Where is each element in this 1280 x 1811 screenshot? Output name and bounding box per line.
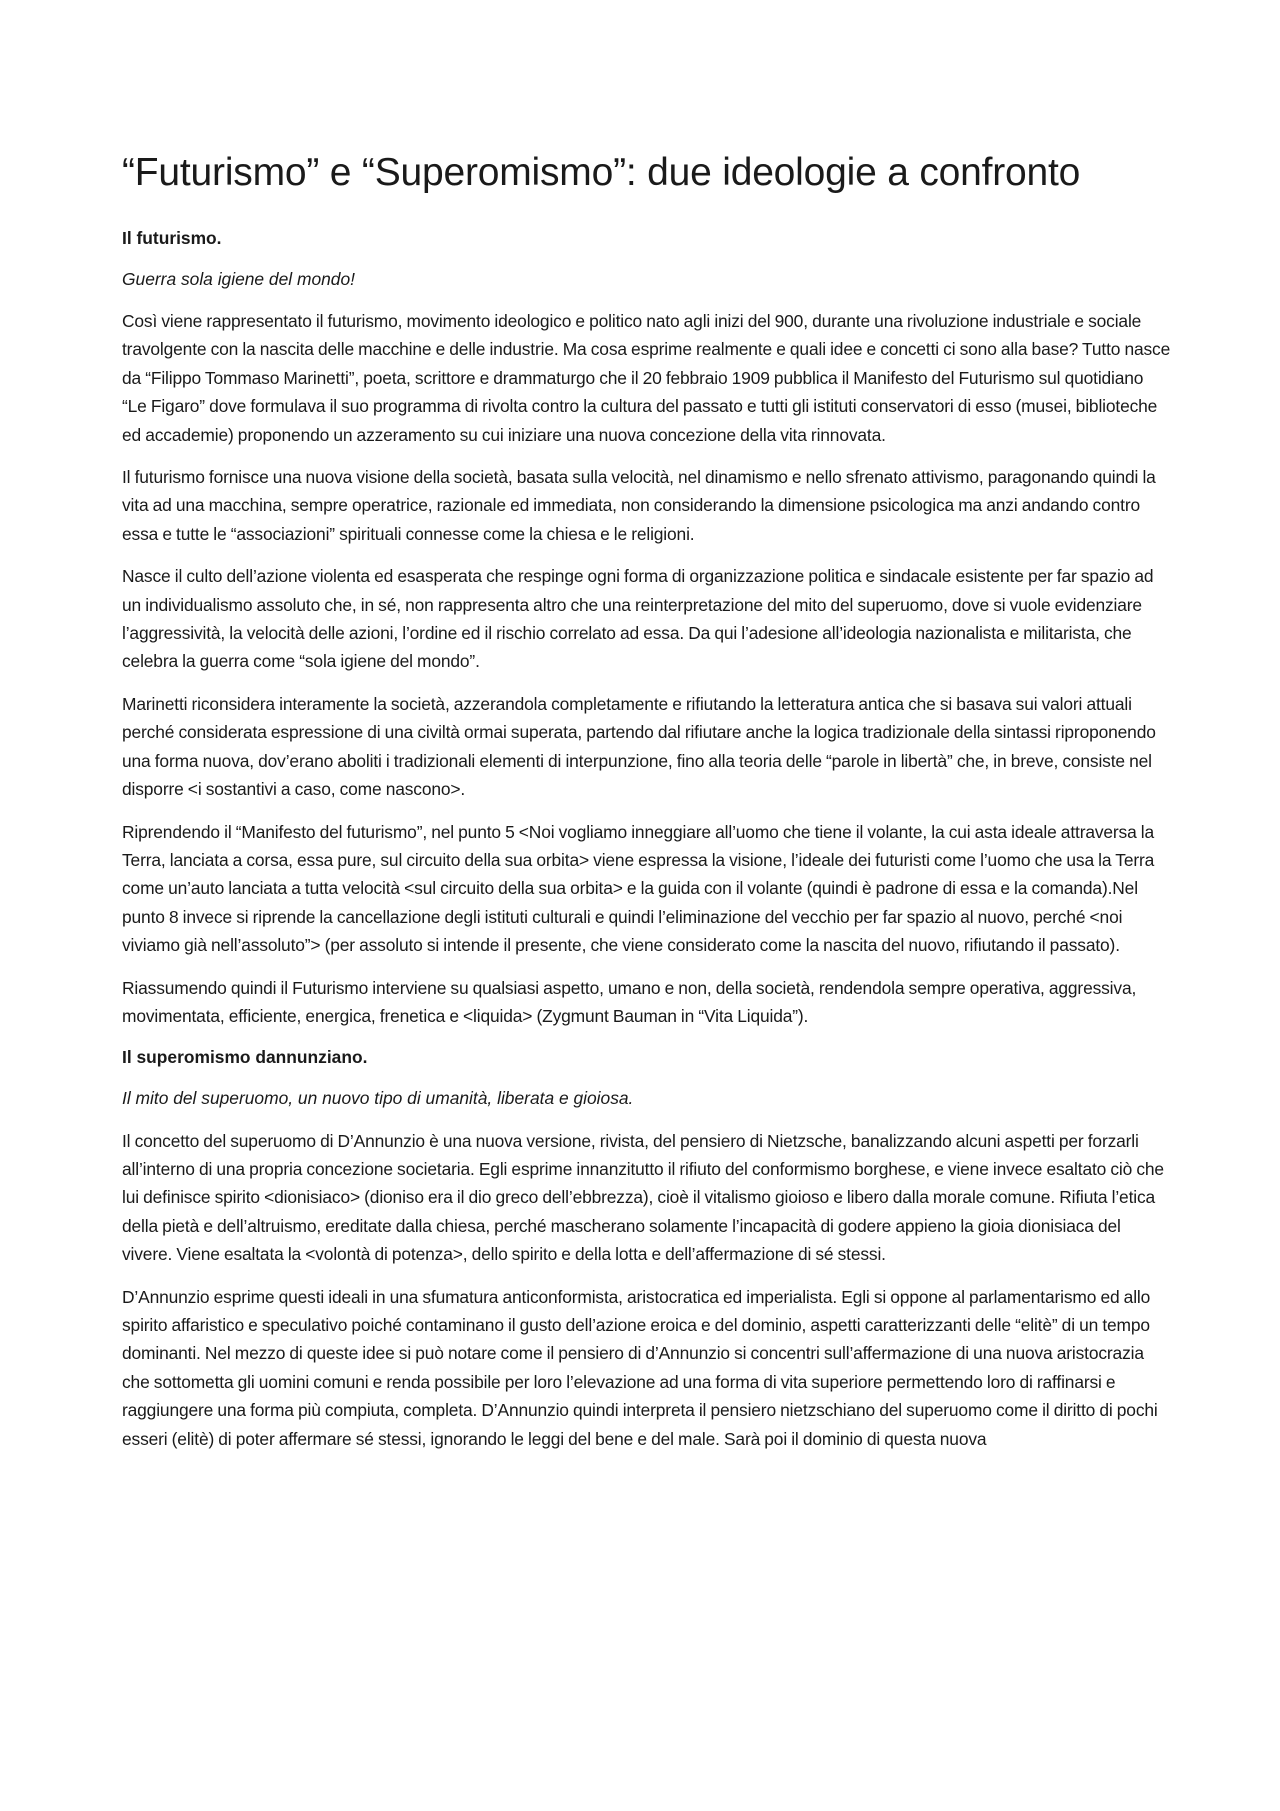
- document-page: [122, 150, 1172, 1467]
- paragraph: Il futurismo fornisce una nuova visione della società, basata sulla velocità, nel dinamismo e nello sfrenato attivismo, paragonando quindi la vita ad una macchina, sempre operatrice, razionale ed immediata, non considerando la dimensione psicologica ma anzi andando contro essa e tutte le “associazioni” spirituali connesse come la chiesa e le religioni.: [122, 467, 1156, 544]
- document-title: “Futurismo” e “Superomismo”: due ideologie a confronto: [122, 151, 1081, 194]
- section-heading-futurism: Il futurismo.: [122, 227, 222, 248]
- paragraph: Così viene rappresentato il futurismo, movimento ideologico e politico nato agli inizi del 900, durante una rivoluzione industriale e sociale travolgente con la nascita delle macchine e delle industrie. Ma cosa esprime realmente e quali idee e concetti ci sono alla base? Tutto nasce da “Filippo Tommaso Marinetti”, poeta, scrittore e drammaturgo che il 20 febbraio 1909 pubblica il Manifesto del Futurismo sul quotidiano “Le Figaro” dove formulava il suo programma di rivolta contro la cultura del passato e tutti gli istituti conservatori di esso (musei, biblioteche ed accademie) proponendo un azzeramento su cui iniziare una nuova concezione della vita rinnovata.: [122, 311, 1171, 445]
- paragraph: Marinetti riconsidera interamente la società, azzerandola completamente e rifiutando la letteratura antica che si basava sui valori attuali perché considerata espressione di una civiltà ormai superata, partendo dal rifiutare anche la logica tradizionale della sintassi riproponendo una forma nuova, dov’erano aboliti i tradizionali elementi di interpunzione, fino alla teoria delle “parole in libertà” che, in breve, consiste nel disporre <i sostantivi a caso, come nascono>.: [122, 693, 1156, 800]
- paragraph: Nasce il culto dell’azione violenta ed esasperata che respinge ogni forma di organizzazione politica e sindacale esistente per far spazio ad un individualismo assoluto che, in sé, non rappresenta altro che una reinterpretazione del mito del superuomo, dove si vuole evidenziare l’aggressività, la velocità delle azioni, l’ordine ed il rischio correlato ad essa. Da qui l’adesione all’ideologia nazionalista e militarista, che celebra la guerra come “sola igiene del mondo”.: [122, 566, 1154, 672]
- section-motto-futurism: Guerra sola igiene del mondo!: [122, 268, 355, 289]
- paragraph: Riassumendo quindi il Futurismo interviene su qualsiasi aspetto, umano e non, della società, rendendola sempre operativa, aggressiva, movimentata, efficiente, energica, frenetica e <liquida> (Zygmunt Bauman in “Vita Liquida”).: [122, 977, 1137, 1026]
- paragraph: Il concetto del superuomo di D’Annunzio è una nuova versione, rivista, del pensiero di Nietzsche, banalizzando alcuni aspetti per forzarli all’interno di una propria concezione societaria. Egli esprime innanzitutto il rifiuto del conformismo borghese, e viene invece esaltato ciò che lui definisce spirito <dionisiaco> (dioniso era il dio greco dell’ebbrezza), cioè il vitalismo gioioso e libero dalla morale comune. Rifiuta l’etica della pietà e dell’altruismo, ereditate dalla chiesa, perché mascherano solamente l’incapacità di godere appieno la gioia dionisiaca del vivere. Viene esaltata la <volontà di potenza>, dello spirito e della lotta e dell’affermazione di sé stessi.: [122, 1130, 1164, 1265]
- paragraph: Riprendendo il “Manifesto del futurismo”, nel punto 5 <Noi vogliamo inneggiare all’uomo che tiene il volante, la cui asta ideale attraversa la Terra, lanciata a corsa, essa pure, sul circuito della sua orbita> viene espressa la visione, l’ideale dei futuristi come l’uomo che usa la Terra come un’auto lanciata a tutta velocità <sul circuito della sua orbita> e la guida con il volante (quindi è padrone di essa e la comanda).Nel punto 8 invece si riprende la cancellazione degli istituti culturali e quindi l’eliminazione del vecchio per far spazio al nuovo, perché <noi viviamo già nell’assoluto”> (per assoluto si intende il presente, che viene considerato come la nascita del nuovo, rifiutando il passato).: [122, 821, 1155, 956]
- paragraph: D’Annunzio esprime questi ideali in una sfumatura anticonformista, aristocratica ed imperialista. Egli si oppone al parlamentarismo ed allo spirito affaristico e speculativo poiché contaminano il gusto dell’azione eroica e del dominio, aspetti caratterizzanti delle “elitè” di un tempo dominanti. Nel mezzo di queste idee si può notare come il pensiero di d’Annunzio si concentri sull’affermazione di una nuova aristocrazia che sottometta gli uomini comuni e renda possibile per loro l’elevazione ad una forma di vita superiore permettendo loro di raffinarsi e raggiungere una forma più compiuta, completa. D’Annunzio quindi interpreta il pensiero nietzschiano del superuomo come il diritto di pochi esseri (elitè) di poter affermare sé stessi, ignorando le leggi del bene e del male. Sarà poi il dominio di questa nuova: [122, 1286, 1158, 1449]
- section-heading-superomism: Il superomismo dannunziano.: [122, 1047, 368, 1068]
- section-motto-superomism: Il mito del superuomo, un nuovo tipo di umanità, liberata e gioiosa.: [122, 1088, 634, 1109]
